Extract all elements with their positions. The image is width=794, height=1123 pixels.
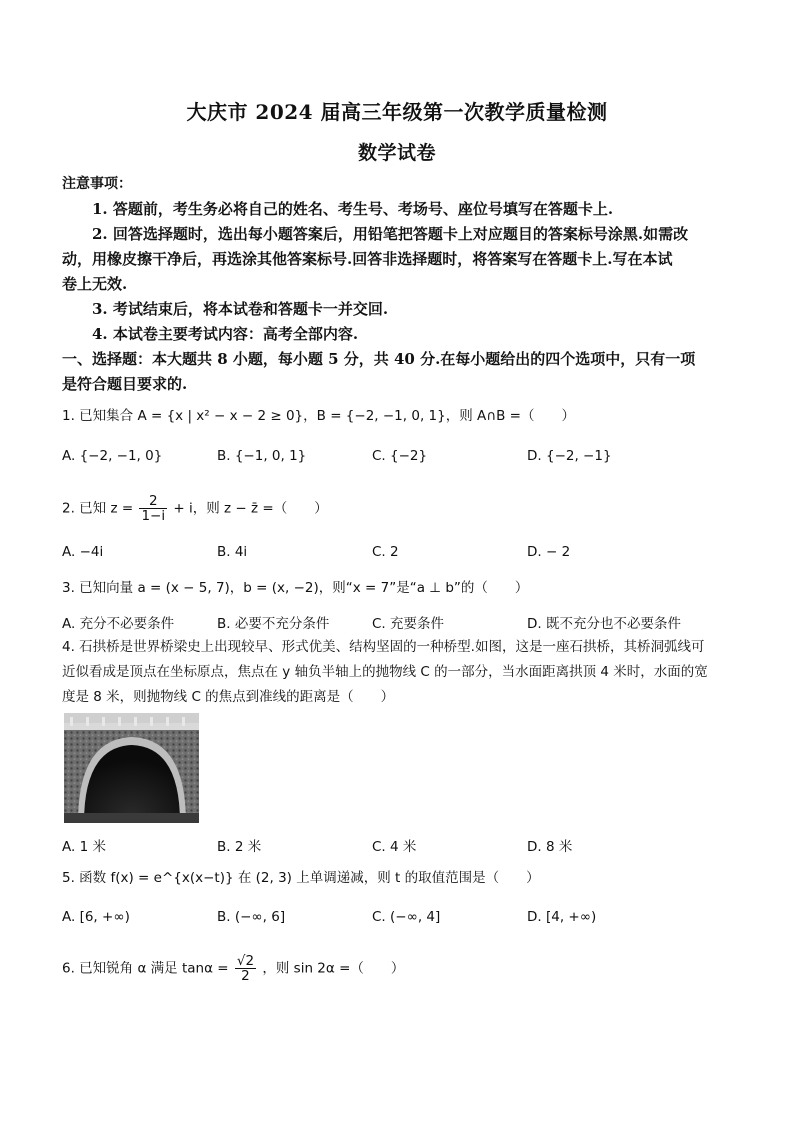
section1-heading-line1: 一、选择题：本大题共 8 小题，每小题 5 分，共 40 分.在每小题给出的四个选项中，只有一项: [62, 350, 696, 368]
q1-option-b: B. {−1, 0, 1}: [217, 448, 307, 464]
question-2-stem: [62, 494, 742, 523]
q4-option-b: B. 2 米: [217, 839, 262, 855]
exam-subtitle: 数学试卷: [357, 142, 436, 164]
exam-title: 大庆市 2024 届高三年级第一次教学质量检测: [186, 100, 608, 124]
stone-arch-bridge-photo: [64, 713, 199, 823]
question-2-options: [62, 544, 742, 564]
q5-option-d: D. [4, +∞): [527, 909, 597, 925]
note-item-4: 4. 本试卷主要考试内容：高考全部内容.: [92, 325, 359, 343]
q2-stem-pre: 2. 已知 z =: [62, 500, 134, 517]
question-1-stem: 1. 已知集合 A = {x | x² − x − 2 ≥ 0}，B = {−2, −1, 0, 1}，则 A∩B =（ ）: [62, 408, 575, 424]
question-3-options: [62, 612, 742, 632]
q6-stem-post: ，则 sin 2α =（ ）: [262, 960, 405, 977]
note-item-2-line3: 卷上无效.: [62, 275, 128, 293]
q2-option-d: D. − 2: [527, 544, 571, 560]
q5-option-c: C. (−∞, 4]: [372, 909, 441, 925]
question-3-stem: 3. 已知向量 a = (x − 5, 7)，b = (x, −2)，则“x = 7”是“a ⊥ b”的（ ）: [62, 580, 529, 596]
q2-stem-post: + i，则 z − z̄ =（ ）: [173, 500, 328, 517]
q2-option-c: C. 2: [372, 544, 399, 560]
q2-denominator: 1−i: [141, 508, 166, 524]
notes-heading: 注意事项：: [62, 176, 132, 192]
q4-option-c: C. 4 米: [372, 839, 417, 855]
question-4-line3: 度是 8 米，则抛物线 C 的焦点到准线的距离是（ ）: [62, 689, 395, 705]
note-item-1: 1. 答题前，考生务必将自己的姓名、考生号、考场号、座位号填写在答题卡上.: [92, 200, 614, 218]
q3-option-b: B. 必要不充分条件: [217, 616, 330, 632]
question-5-options: [62, 909, 742, 929]
q6-fraction: [235, 954, 256, 983]
q3-option-d: D. 既不充分也不必要条件: [527, 616, 681, 632]
q2-option-b: B. 4i: [217, 544, 248, 560]
q6-denominator: 2: [241, 968, 250, 984]
q2-numerator: 2: [139, 494, 167, 509]
question-4-options: [62, 835, 742, 855]
q1-option-a: A. {−2, −1, 0}: [62, 448, 163, 464]
note-item-3: 3. 考试结束后，将本试卷和答题卡一并交回.: [92, 300, 389, 318]
note-item-2-line2: 动，用橡皮擦干净后，再选涂其他答案标号.回答非选择题时，将答案写在答题卡上.写在本试: [62, 250, 673, 268]
note-item-2-line1: 2. 回答选择题时，选出每小题答案后，用铅笔把答题卡上对应题目的答案标号涂黑.如需改: [92, 225, 689, 243]
q5-option-a: A. [6, +∞): [62, 909, 130, 925]
q5-option-b: B. (−∞, 6]: [217, 909, 286, 925]
q1-option-c: C. {−2}: [372, 448, 428, 464]
q2-option-a: A. −4i: [62, 544, 104, 560]
section1-heading-line2: 是符合题目要求的.: [62, 375, 188, 393]
q2-fraction: [139, 494, 167, 523]
question-1-options: [62, 448, 742, 468]
q3-option-c: C. 充要条件: [372, 616, 445, 632]
q6-numerator: √2: [236, 953, 255, 969]
question-5-stem: 5. 函数 f(x) = e^{x(x−t)} 在 (2, 3) 上单调递减，则 t 的取值范围是（ ）: [62, 870, 540, 886]
q1-option-d: D. {−2, −1}: [527, 448, 612, 464]
q4-option-a: A. 1 米: [62, 839, 106, 855]
question-4-line2: 近似看成是顶点在坐标原点，焦点在 y 轴负半轴上的抛物线 C 的一部分，当水面距离拱顶 4 米时，水面的宽: [62, 664, 708, 680]
question-6-stem: [62, 954, 742, 983]
q3-option-a: A. 充分不必要条件: [62, 616, 175, 632]
question-4-line1: 4. 石拱桥是世界桥梁史上出现较早、形式优美、结构坚固的一种桥型.如图，这是一座石拱桥，其桥洞弧线可: [62, 639, 705, 655]
q6-stem-pre: 6. 已知锐角 α 满足 tanα =: [62, 960, 229, 977]
q4-option-d: D. 8 米: [527, 839, 573, 855]
